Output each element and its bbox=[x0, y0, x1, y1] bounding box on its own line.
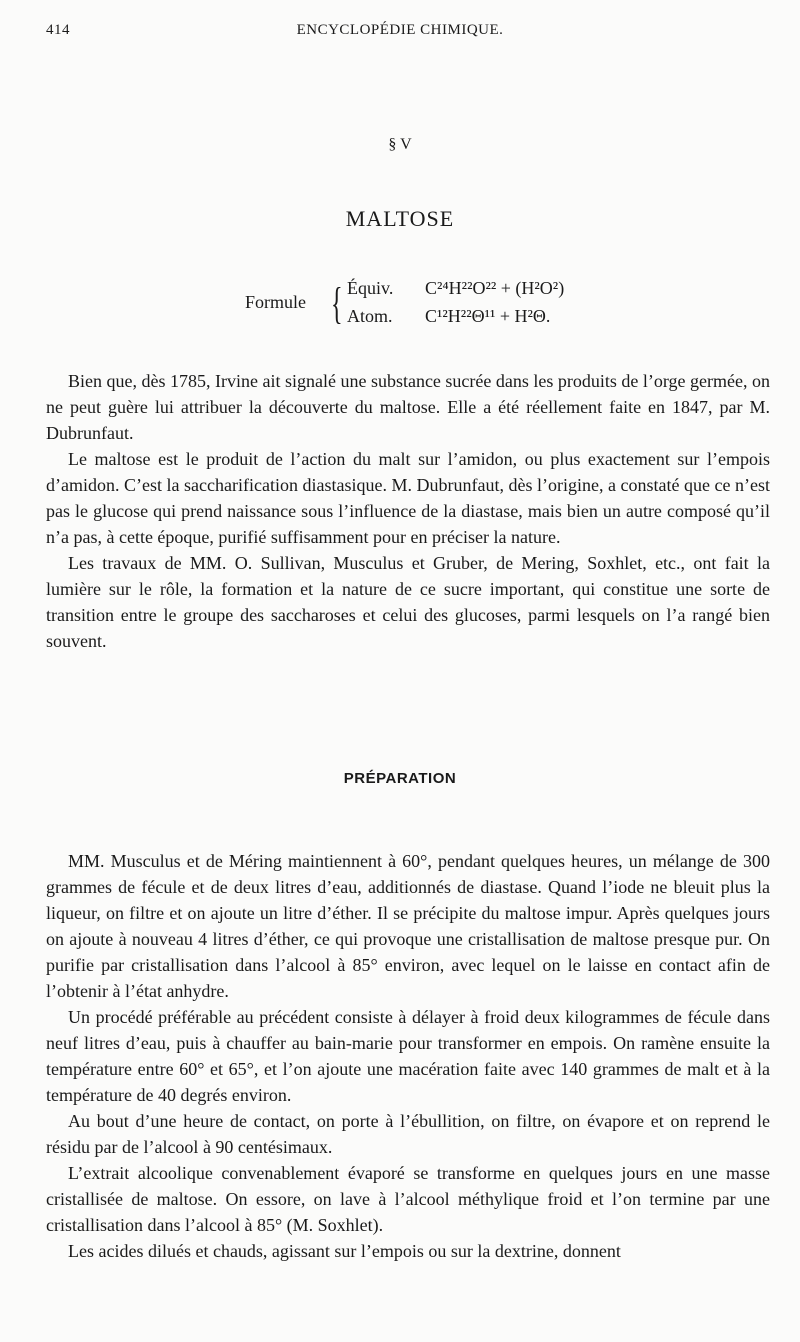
paragraph: Au bout d’une heure de contact, on porte à l’ébullition, on filtre, on évapore et on reprend le résidu par de l’alcool à 90 centésimaux. bbox=[46, 1111, 770, 1157]
formula-label: Formule bbox=[245, 292, 306, 312]
paragraph: Le maltose est le produit de l’action du malt sur l’amidon, ou plus exactement sur l’empois d’amidon. C’est la saccharification diastasique. M. Dubrunfaut, dès l’origine, a constaté que ce n’est pas le glucose qui prend naissance sous l’influence de la diastase, mais bien un autre composé qu’il n’a pas, à cette époque, purifié suffisamment pour en préciser la nature. bbox=[46, 449, 770, 547]
section-mark: § V bbox=[388, 136, 412, 153]
page-number: 414 bbox=[46, 22, 70, 38]
paragraph: L’extrait alcoolique convenablement évaporé se transforme en quelques jours en une masse cristallisée de maltose. On essore, on lave à l’alcool méthylique froid et l’on termine par une cristallisation dans l’alcool à 85° (M. Soxhlet). bbox=[46, 1163, 770, 1235]
preparation-text bbox=[46, 848, 770, 1264]
running-title: ENCYCLOPÉDIE CHIMIQUE. bbox=[296, 22, 504, 38]
paragraph: Les travaux de MM. O. Sullivan, Musculus et Gruber, de Mering, Soxhlet, etc., ont fait la lumière sur le rôle, la formation et la nature de ce sucre important, qui constitue une sorte de transition entre le groupe des saccharoses et celui des glucoses, parmi lesquels on l’a rangé bien souvent. bbox=[46, 553, 770, 651]
formula-equiv-line bbox=[347, 278, 564, 299]
chemical-formula bbox=[245, 278, 665, 338]
page-header bbox=[46, 22, 754, 46]
formula-equiv-prefix: Équiv. bbox=[347, 278, 394, 298]
formula-brace: { bbox=[331, 279, 343, 328]
intro-text bbox=[46, 368, 770, 654]
formula-equiv: C²⁴H²²O²² + (H²O²) bbox=[425, 278, 565, 298]
chapter-title: MALTOSE bbox=[345, 206, 455, 231]
paragraph: Un procédé préférable au précédent consiste à délayer à froid deux kilogrammes de fécule dans neuf litres d’eau, puis à chauffer au bain-marie pour transformer en empois. On ramène ensuite la température entre 60° et 65°, et l’on ajoute une macération faite avec 140 grammes de malt et à la température de 40 degrés environ. bbox=[46, 1007, 770, 1105]
preparation-heading: PRÉPARATION bbox=[343, 770, 457, 787]
paragraph: MM. Musculus et de Méring maintiennent à 60°, pendant quelques heures, un mélange de 300 grammes de fécule et de deux litres d’eau, additionnés de diastase. Quand l’iode ne bleuit plus la liqueur, on filtre et on ajoute un litre d’éther. Il se précipite du maltose impur. Après quelques jours on ajoute à nouveau 4 litres d’éther, ce qui provoque une cristallisation de maltose presque pur. On purifie par cristallisation dans l’alcool à 85° environ, avec lequel on le laisse en contact afin de l’obtenir à l’état anhydre. bbox=[46, 851, 770, 1001]
formula-atom-line bbox=[347, 306, 550, 327]
formula-atom: C¹²H²²Θ¹¹ + H²Θ. bbox=[425, 306, 551, 326]
paragraph: Bien que, dès 1785, Irvine ait signalé une substance sucrée dans les produits de l’orge germée, on ne peut guère lui attribuer la découverte du maltose. Elle a été réellement faite en 1847, par M. Dubrunfaut. bbox=[46, 371, 770, 443]
paragraph: Les acides dilués et chauds, agissant sur l’empois ou sur la dextrine, donnent bbox=[68, 1241, 621, 1261]
formula-atom-prefix: Atom. bbox=[347, 306, 393, 326]
